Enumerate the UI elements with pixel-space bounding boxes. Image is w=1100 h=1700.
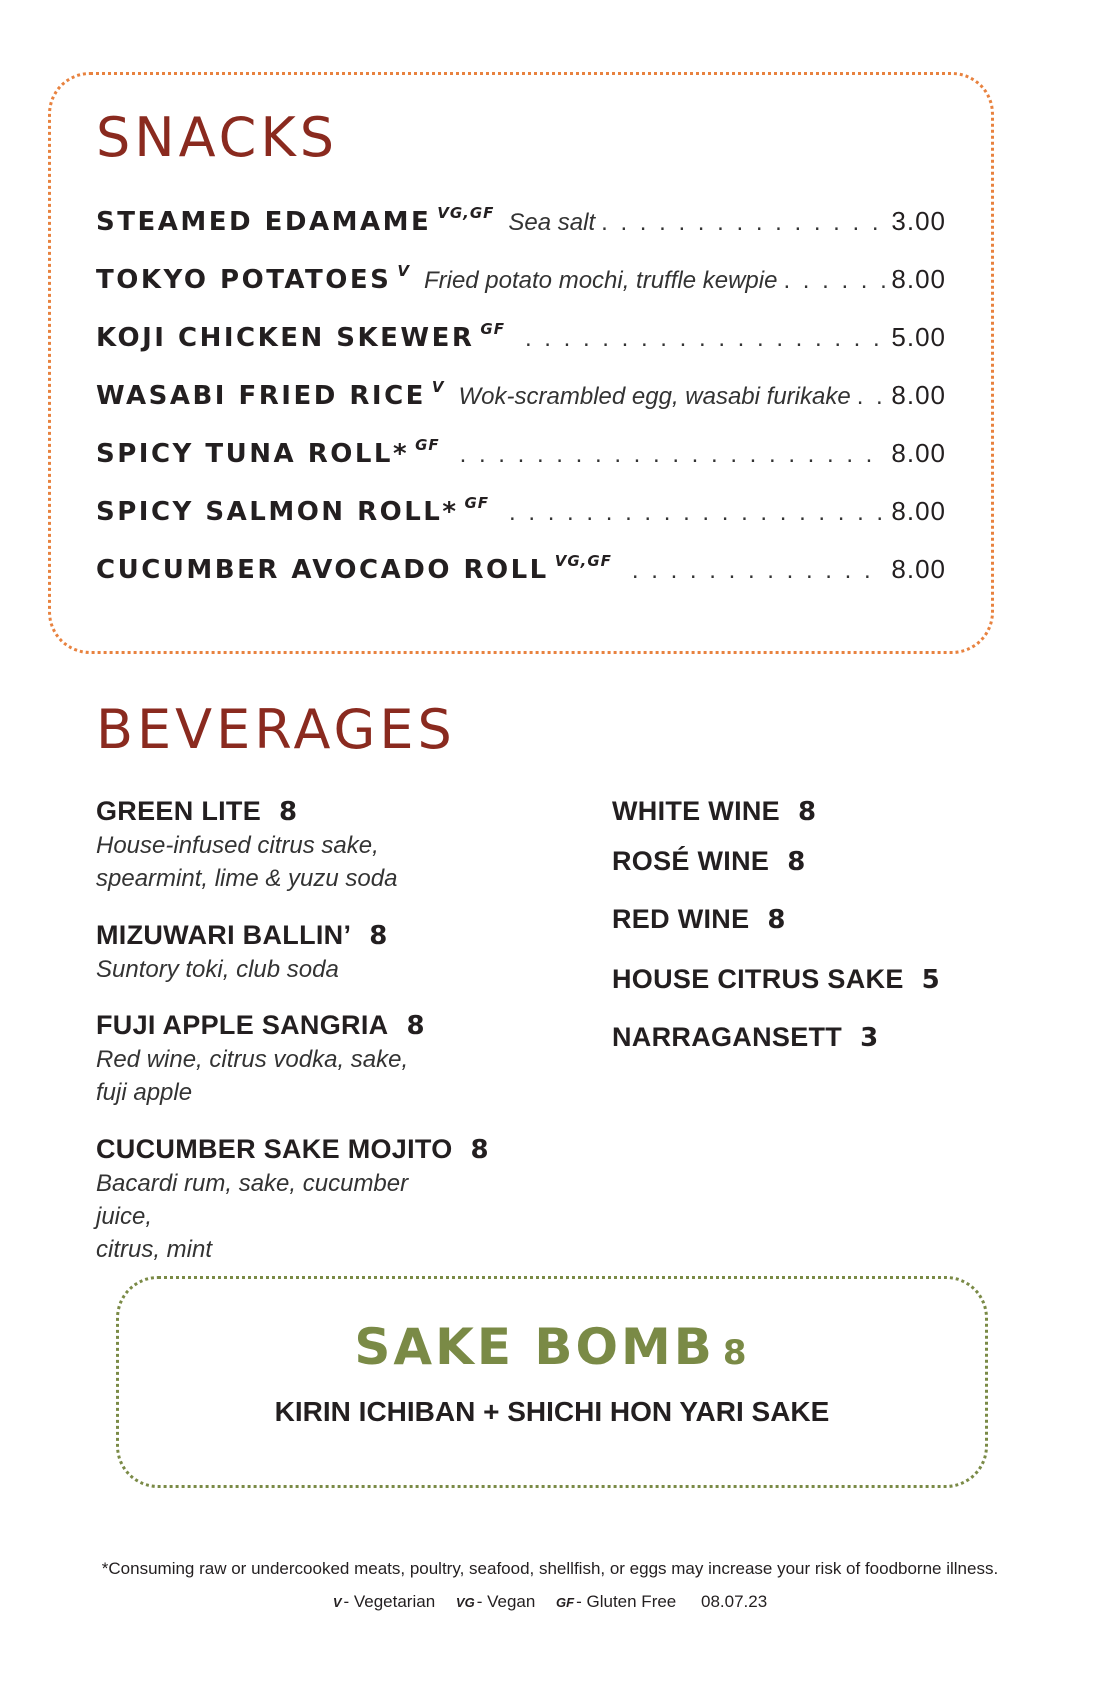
beverage-name: GREEN LITE <box>96 796 262 826</box>
dot-leader <box>460 441 886 469</box>
dietary-tag: V <box>397 262 410 280</box>
snack-price: 8.00 <box>891 380 946 410</box>
snack-item <box>96 380 946 420</box>
dietary-legend <box>0 1592 1100 1612</box>
dot-leader <box>525 325 885 353</box>
legend-label: - Gluten Free <box>576 1592 677 1611</box>
snack-item <box>96 496 946 536</box>
beverage-price: 8 <box>787 847 806 877</box>
beverage-item <box>96 1134 489 1266</box>
dot-leader <box>783 267 885 295</box>
beverage-item <box>612 904 786 935</box>
beverage-price: 8 <box>369 921 388 951</box>
beverage-name: FUJI APPLE SANGRIA <box>96 1010 389 1040</box>
snack-name: WASABI FRIED RICE <box>96 381 426 411</box>
snack-name: SPICY SALMON ROLL* <box>96 497 459 527</box>
sake-bomb-border <box>116 1276 988 1488</box>
beverage-name: ROSÉ WINE <box>612 846 770 876</box>
dot-leader <box>632 557 885 585</box>
snack-price: 8.00 <box>891 496 946 526</box>
beverage-price: 3 <box>860 1023 879 1053</box>
snack-name: STEAMED EDAMAME <box>96 207 432 237</box>
sake-bomb-price: 8 <box>722 1333 750 1373</box>
snack-description: Fried potato mochi, truffle kewpie <box>423 267 778 294</box>
sake-bomb-subtitle: KIRIN ICHIBAN + SHICHI HON YARI SAKE <box>274 1396 830 1427</box>
dietary-tag: GF <box>464 494 490 512</box>
snack-price: 8.00 <box>891 438 946 468</box>
beverages-heading: BEVERAGES <box>96 698 456 761</box>
dot-leader <box>857 383 886 411</box>
dietary-tag: V <box>431 378 445 396</box>
menu-date: 08.07.23 <box>701 1592 768 1611</box>
beverage-price: 8 <box>406 1011 425 1041</box>
snack-item <box>96 554 946 594</box>
beverage-item <box>612 964 940 995</box>
beverage-description: Bacardi rum, sake, cucumber juice, citrus, mint <box>96 1170 409 1263</box>
legend-label: - Vegetarian <box>343 1592 436 1611</box>
beverage-name: CUCUMBER SAKE MOJITO <box>96 1134 453 1164</box>
beverage-price: 8 <box>797 797 817 827</box>
snack-description: Wok-scrambled egg, wasabi furikake <box>458 383 851 410</box>
sake-bomb-heading: SAKE BOMB 8 <box>354 1318 750 1376</box>
beverage-description: Red wine, citrus vodka, sake, fuji apple <box>96 1046 409 1106</box>
beverage-price: 8 <box>279 797 298 827</box>
legend-code: VG <box>455 1595 475 1610</box>
dot-leader <box>509 499 885 527</box>
legend-code: V <box>332 1595 342 1610</box>
legend-code: GF <box>556 1595 575 1610</box>
beverage-name: NARRAGANSETT <box>612 1022 843 1052</box>
food-safety-disclaimer: *Consuming raw or undercooked meats, poultry, seafood, shellfish, or eggs may increase your risk of foodborne illness. <box>101 1559 999 1578</box>
snack-price: 5.00 <box>891 322 946 352</box>
snack-name: KOJI CHICKEN SKEWER <box>96 323 475 353</box>
dietary-tag: VG,GF <box>437 204 495 222</box>
beverage-item <box>96 920 456 986</box>
beverage-description: Suntory toki, club soda <box>96 956 339 983</box>
beverage-name: WHITE WINE <box>612 796 780 826</box>
snack-name: SPICY TUNA ROLL* <box>96 439 410 469</box>
snack-description: Sea salt <box>508 209 596 236</box>
snack-item <box>96 322 946 362</box>
beverage-item <box>96 796 456 895</box>
beverage-price: 8 <box>767 905 786 935</box>
snack-price: 8.00 <box>891 264 946 294</box>
beverage-item <box>612 1022 878 1053</box>
snack-name: TOKYO POTATOES <box>96 265 392 295</box>
snack-price: 8.00 <box>891 554 946 584</box>
snack-name: CUCUMBER AVOCADO ROLL <box>96 555 549 585</box>
dot-leader <box>601 209 885 237</box>
dietary-tag: VG,GF <box>554 552 612 570</box>
snacks-heading: SNACKS <box>96 106 339 169</box>
legend-label: - Vegan <box>476 1592 536 1611</box>
beverage-name: RED WINE <box>612 904 750 934</box>
snack-price: 3.00 <box>891 206 946 236</box>
beverage-name: HOUSE CITRUS SAKE <box>612 964 904 994</box>
beverage-price: 5 <box>921 965 940 995</box>
beverage-name: MIZUWARI BALLIN’ <box>96 920 352 950</box>
snack-item <box>96 206 946 246</box>
beverage-item <box>612 846 805 877</box>
dietary-tag: GF <box>415 436 440 454</box>
beverage-price: 8 <box>470 1135 489 1165</box>
snack-item <box>96 438 946 478</box>
snack-item <box>96 264 946 304</box>
beverage-item <box>612 796 816 827</box>
beverage-description: House-infused citrus sake, spearmint, lime & yuzu soda <box>96 832 398 892</box>
dietary-tag: GF <box>480 320 505 338</box>
beverage-item <box>96 1010 456 1109</box>
